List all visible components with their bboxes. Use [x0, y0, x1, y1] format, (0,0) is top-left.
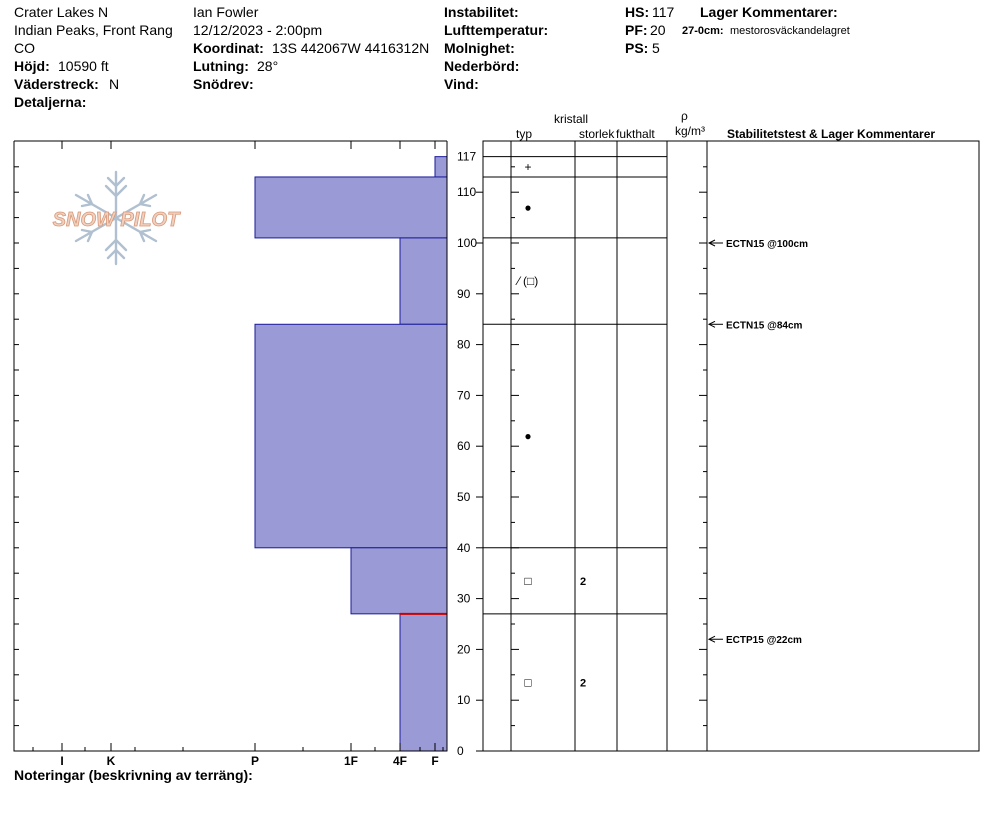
wind-label: Vind: — [444, 76, 479, 92]
stability-test-0: ECTN15 @100cm — [726, 239, 809, 250]
grain-size-4: 2 — [580, 575, 587, 588]
stability-test-1: ECTN15 @84cm — [726, 320, 803, 332]
layer-table-frame — [483, 141, 979, 751]
layer-comment-text: mestorosväckandelagret — [730, 25, 850, 37]
airtemp-label: Lufttemperatur: — [444, 22, 549, 38]
hs-label: HS: — [625, 4, 650, 20]
depth-tick-label-10: 10 — [457, 693, 471, 708]
logo-text: SNOW PILOT — [52, 209, 180, 231]
hardness-label-I: I — [60, 754, 64, 768]
cloud-label: Molnighet: — [444, 40, 515, 56]
hs-value: 117 — [652, 4, 675, 20]
hardness-bar-3 — [255, 324, 447, 548]
coordinate-value: 13S 442067W 4416312N — [272, 40, 430, 56]
column-typ: typ — [516, 127, 533, 141]
aspect-value: N — [109, 76, 120, 92]
observation-datetime: 12/12/2023 - 2:00pm — [193, 22, 323, 38]
depth-tick-label-0: 0 — [457, 744, 464, 758]
hardness-bar-2 — [400, 238, 447, 324]
grain-type-2: ⁄ (□) — [517, 274, 539, 289]
grain-type-1: ● — [524, 200, 532, 215]
column-stability: Stabilitetstest & Lager Kommentarer — [727, 127, 936, 141]
hardness-bar-0 — [435, 157, 447, 177]
hardness-label-P: P — [250, 754, 260, 768]
precip-label: Nederbörd: — [444, 58, 520, 74]
depth-tick-label-60: 60 — [457, 439, 471, 454]
depth-top-label: 117 — [457, 149, 477, 164]
notes-label: Noteringar (beskrivning av terräng): — [14, 767, 253, 783]
depth-tick-label-100: 100 — [457, 236, 478, 250]
depth-tick-label-110: 110 — [457, 185, 477, 200]
column-density-unit: kg/m³ — [675, 124, 705, 138]
state: CO — [14, 40, 35, 56]
layer-comments-label: Lager Kommentarer: — [700, 4, 838, 20]
hardness-bar-5 — [400, 614, 447, 751]
column-kristall: kristall — [554, 112, 589, 126]
depth-tick-label-20: 20 — [457, 642, 471, 657]
hardness-bar-4 — [351, 548, 447, 614]
instability-label: Instabilitet: — [444, 4, 519, 20]
slope-label: Lutning: — [193, 58, 249, 74]
column-storlek: storlek — [579, 127, 615, 141]
depth-tick-label-50: 50 — [457, 490, 471, 504]
grain-size-5: 2 — [580, 677, 587, 690]
elevation-value: 10590 ft — [58, 58, 109, 74]
elevation-label: Höjd: — [14, 58, 50, 74]
location-name: Crater Lakes N — [14, 4, 109, 20]
drift-label: Snödrev: — [193, 76, 254, 92]
depth-tick-label-40: 40 — [457, 540, 471, 555]
details-label: Detaljerna: — [14, 94, 87, 110]
aspect-label: Väderstreck: — [14, 76, 99, 92]
coordinate-label: Koordinat: — [193, 40, 264, 56]
depth-tick-label-70: 70 — [457, 388, 471, 403]
mountain-range: Indian Peaks, Front Rang — [14, 22, 173, 38]
column-fukthalt: fukthalt — [616, 127, 655, 141]
ps-label: PS: — [625, 40, 649, 56]
observer-name: Ian Fowler — [193, 4, 259, 20]
ps-value: 5 — [652, 40, 660, 56]
grain-type-3: ● — [524, 429, 532, 444]
pf-label: PF: — [625, 22, 648, 38]
grain-type-0: + — [524, 159, 532, 174]
pf-value: 20 — [650, 22, 666, 38]
grain-type-5: □ — [524, 675, 532, 690]
hardness-bar-1 — [255, 177, 447, 238]
grain-type-4: □ — [524, 573, 532, 588]
hardness-label-1F: 1F — [343, 754, 359, 768]
hardness-label-F: F — [431, 754, 439, 768]
hardness-label-K: K — [106, 754, 116, 768]
depth-tick-label-80: 80 — [457, 337, 471, 352]
hardness-label-4F: 4F — [392, 754, 408, 768]
depth-tick-label-90: 90 — [457, 286, 471, 301]
slope-value: 28° — [257, 58, 279, 74]
depth-tick-label-30: 30 — [457, 591, 471, 606]
stability-test-2: ECTP15 @22cm — [726, 635, 802, 647]
column-rho: ρ — [681, 109, 688, 123]
layer-comment-depth: 27-0cm: — [682, 25, 724, 37]
